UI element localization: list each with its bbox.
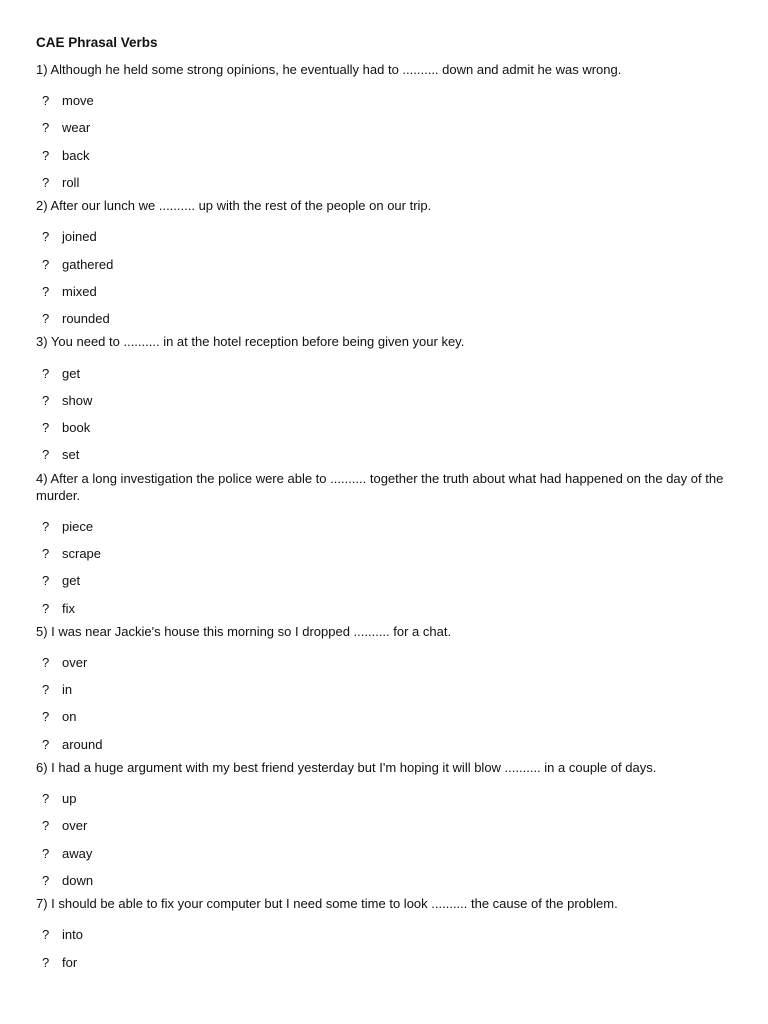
question-mark-bullet-icon: ?	[42, 392, 50, 408]
option-label: scrape	[62, 546, 102, 561]
question-mark-bullet-icon: ?	[42, 518, 50, 534]
question-mark-bullet-icon: ?	[42, 546, 50, 561]
question-mark-bullet-icon: ?	[42, 420, 50, 436]
option-label: down	[62, 872, 94, 888]
option-item[interactable]	[36, 676, 736, 703]
question-mark-bullet-icon: ?	[42, 365, 50, 381]
option-item[interactable]	[36, 223, 736, 250]
option-item[interactable]	[36, 840, 736, 867]
question-text: 6) I had a huge argument with my best friend yesterday but I'm hoping it will blow .......... in a couple of days.	[36, 759, 657, 775]
question-mark-bullet-icon: ?	[42, 709, 50, 725]
question-mark-bullet-icon: ?	[42, 818, 50, 834]
question-1	[36, 61, 736, 196]
option-item[interactable]	[36, 414, 736, 441]
option-item[interactable]	[36, 169, 736, 196]
question-mark-bullet-icon: ?	[42, 93, 50, 109]
question-mark-bullet-icon: ?	[42, 175, 50, 191]
option-label: show	[62, 392, 93, 408]
option-label: piece	[62, 518, 94, 534]
option-item[interactable]	[36, 594, 736, 621]
option-label: back	[62, 147, 90, 163]
option-item[interactable]	[36, 540, 736, 567]
option-label: mixed	[62, 283, 97, 299]
question-2	[36, 197, 736, 332]
question-5	[36, 623, 736, 758]
option-item[interactable]	[36, 114, 736, 141]
question-mark-bullet-icon: ?	[42, 654, 50, 670]
option-list	[36, 223, 736, 332]
question-text: 4) After a long investigation the police were able to .......... together the truth about what had happened on the day of the murder.	[36, 470, 724, 503]
option-label: away	[62, 845, 93, 861]
question-mark-bullet-icon: ?	[42, 927, 50, 943]
question-text: 1) Although he held some strong opinions, he eventually had to .......... down and admit he was wrong.	[36, 62, 622, 77]
question-text: 3) You need to .......... in at the hotel reception before being given your key.	[36, 334, 465, 350]
question-7	[36, 895, 736, 976]
option-list	[36, 649, 736, 758]
option-label: fix	[62, 600, 75, 616]
option-label: on	[62, 709, 77, 725]
question-mark-bullet-icon: ?	[42, 736, 50, 752]
option-item[interactable]	[36, 142, 736, 169]
option-item[interactable]	[36, 305, 736, 332]
option-list	[36, 921, 736, 976]
option-label: rounded	[62, 311, 110, 327]
question-mark-bullet-icon: ?	[42, 954, 50, 970]
question-mark-bullet-icon: ?	[42, 229, 50, 245]
option-item[interactable]	[36, 921, 736, 948]
question-text: 5) I was near Jackie's house this morning so I dropped .......... for a chat.	[36, 623, 452, 639]
question-4	[36, 470, 736, 622]
option-label: gathered	[62, 256, 114, 272]
question-mark-bullet-icon: ?	[42, 682, 50, 698]
option-item[interactable]	[36, 87, 736, 114]
option-label: joined	[62, 229, 97, 245]
option-list	[36, 359, 736, 468]
question-mark-bullet-icon: ?	[42, 147, 50, 163]
option-item[interactable]	[36, 867, 736, 894]
option-label: over	[62, 818, 88, 834]
option-label: wear	[62, 120, 91, 136]
option-label: set	[62, 447, 80, 463]
option-item[interactable]	[36, 441, 736, 468]
option-label: move	[62, 93, 94, 109]
option-label: around	[62, 736, 103, 752]
option-item[interactable]	[36, 567, 736, 594]
option-list	[36, 513, 736, 622]
document-title: CAE Phrasal Verbs	[36, 35, 158, 50]
option-item[interactable]	[36, 785, 736, 812]
question-mark-bullet-icon: ?	[42, 791, 50, 807]
question-mark-bullet-icon: ?	[42, 447, 50, 463]
option-label: in	[62, 682, 73, 698]
question-mark-bullet-icon: ?	[42, 256, 50, 272]
option-label: roll	[62, 175, 80, 191]
option-item[interactable]	[36, 250, 736, 277]
option-item[interactable]	[36, 731, 736, 758]
question-mark-bullet-icon: ?	[42, 600, 50, 616]
question-mark-bullet-icon: ?	[42, 845, 50, 861]
question-text: 2) After our lunch we .......... up with the rest of the people on our trip.	[36, 198, 432, 214]
option-label: get	[62, 573, 81, 589]
option-item[interactable]	[36, 278, 736, 305]
option-label: for	[62, 954, 78, 970]
option-item[interactable]	[36, 359, 736, 386]
question-mark-bullet-icon: ?	[42, 311, 50, 327]
option-label: book	[62, 420, 91, 436]
question-3	[36, 333, 736, 468]
option-list	[36, 785, 736, 894]
option-label: into	[62, 927, 83, 943]
option-item[interactable]	[36, 513, 736, 540]
question-mark-bullet-icon: ?	[42, 283, 50, 299]
question-mark-bullet-icon: ?	[42, 120, 50, 136]
option-item[interactable]	[36, 387, 736, 414]
option-label: up	[62, 791, 77, 807]
option-item[interactable]	[36, 649, 736, 676]
question-mark-bullet-icon: ?	[42, 573, 50, 589]
option-item[interactable]	[36, 812, 736, 839]
option-item[interactable]	[36, 703, 736, 730]
question-6	[36, 759, 736, 894]
document-page	[36, 34, 736, 977]
option-label: get	[62, 365, 81, 381]
question-text: 7) I should be able to fix your computer but I need some time to look .......... the cause of the problem.	[36, 896, 618, 912]
option-list	[36, 87, 736, 196]
question-mark-bullet-icon: ?	[42, 872, 50, 888]
option-label: over	[62, 654, 88, 670]
option-item[interactable]	[36, 948, 736, 975]
